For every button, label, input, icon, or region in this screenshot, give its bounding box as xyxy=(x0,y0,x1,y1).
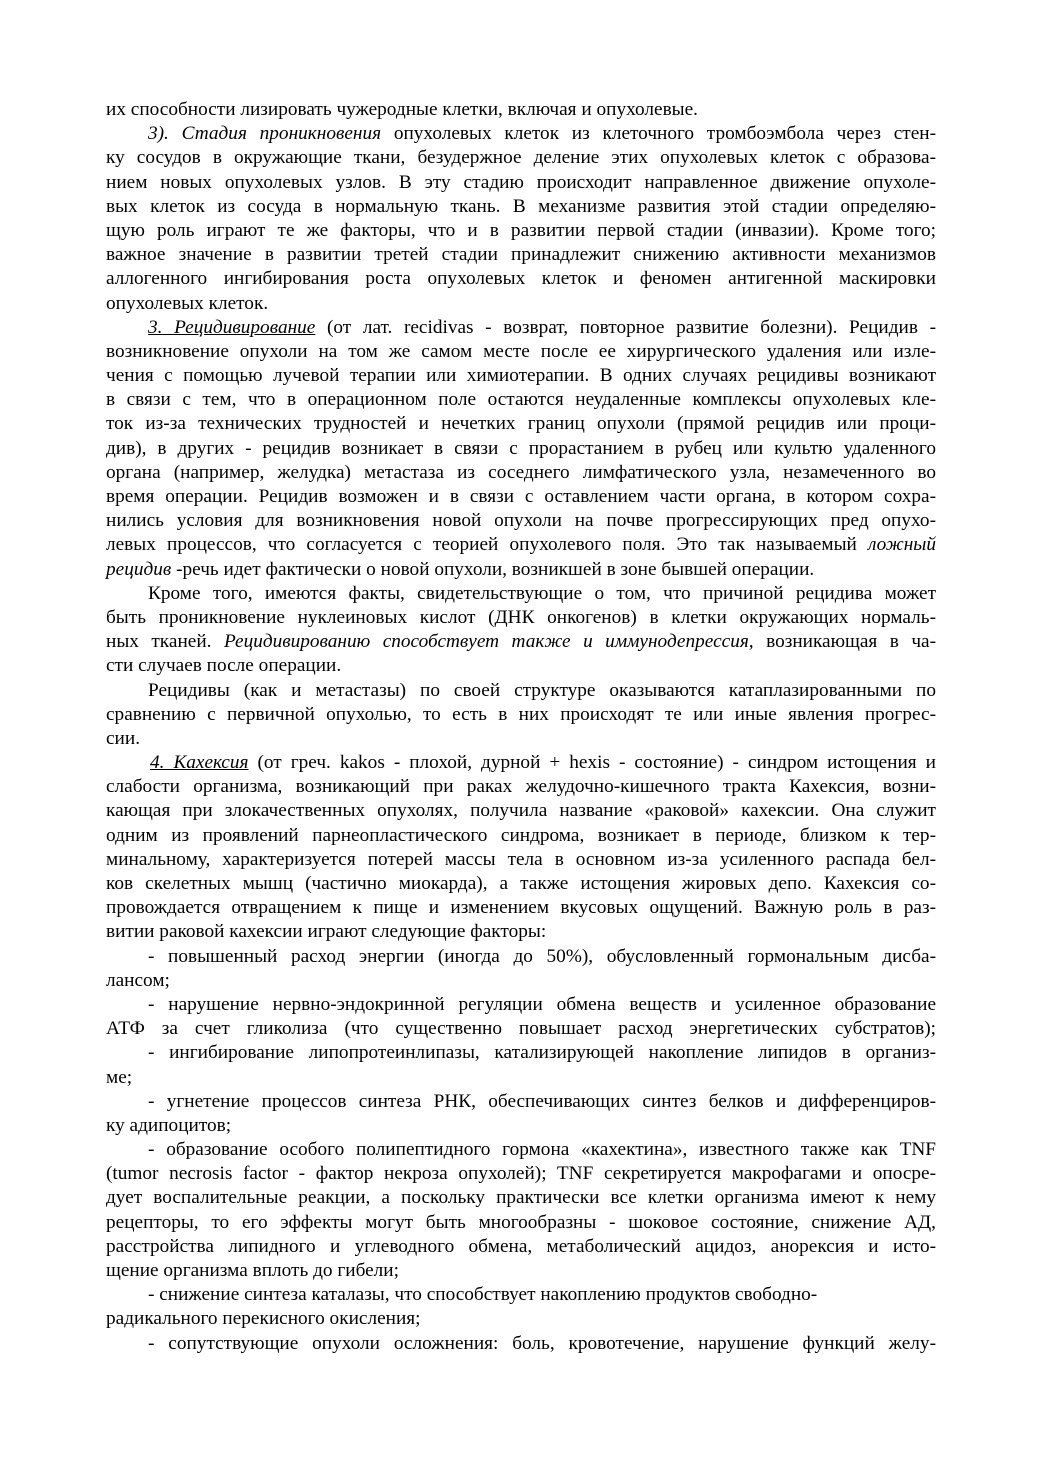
text-line xyxy=(106,1235,936,1259)
text-line xyxy=(106,171,936,195)
text-line xyxy=(106,122,936,146)
text-line xyxy=(106,848,936,872)
text-line xyxy=(106,412,936,436)
text-run: ложный xyxy=(867,534,936,556)
text-run: лансом; xyxy=(106,969,170,991)
text-line xyxy=(106,654,936,678)
text-line xyxy=(106,1211,936,1235)
text-run: сравнению с первичной опухолью, то есть в них происходят те или иные явления прогрес- xyxy=(106,703,936,725)
text-run: их способности лизировать чужеродные клетки, включая и опухолевые. xyxy=(106,99,699,120)
text-line xyxy=(106,292,936,316)
text-line xyxy=(106,461,936,485)
text-line xyxy=(106,751,936,775)
text-line xyxy=(106,1307,936,1331)
text-run: слабости организма, возникающий при раках желудочно-кишечного тракта Кахексия, возни- xyxy=(106,776,936,798)
text-run: сти случаев после операции. xyxy=(106,655,342,677)
text-line xyxy=(106,1066,936,1090)
text-line xyxy=(106,533,936,557)
text-line xyxy=(106,485,936,509)
text-run: время операции. Рецидив возможен и в связи с оставлением части органа, в котором сохра- xyxy=(106,486,936,507)
text-run: 4. Кахексия xyxy=(150,752,249,774)
text-run: - ингибирование липопротеинлипазы, катализирующей накопление липидов в организ- xyxy=(148,1042,936,1064)
text-run: - угнетение процессов синтеза РНК, обеспечивающих синтез белков и дифференциров- xyxy=(148,1090,936,1112)
text-run: ных тканей. xyxy=(106,631,224,653)
text-run: левых процессов, что согласуется с теорией опухолевого поля. Это так называемый xyxy=(106,534,868,556)
text-run: (tumor necrosis factor - фактор некроза опухолей); TNF секретируется макрофагами и опосре- xyxy=(106,1163,936,1185)
text-run: нились условия для возникновения новой опухоли на почве прогрессирующих пред опухо- xyxy=(106,510,936,532)
text-run: радикального перекисного окисления; xyxy=(106,1308,421,1330)
text-run: органа (например, желудка) метастаза из соседнего лимфатического узла, незамеченного во xyxy=(106,461,936,483)
text-run: возникновение опухоли на том же самом месте после ее хирургического удаления или изле- xyxy=(106,340,936,362)
text-run: аллогенного ингибирования роста опухолевых клеток и феномен антигенной маскировки xyxy=(106,268,936,290)
text-line xyxy=(106,219,936,243)
text-run: - образование особого полипептидного гормона «кахектина», известного также как TNF xyxy=(148,1139,936,1161)
text-run: див), в других - рецидив возникает в связи с прорастанием в рубец или культю удаленного xyxy=(106,437,936,459)
text-line xyxy=(106,267,936,291)
text-line xyxy=(106,606,936,630)
text-line xyxy=(106,799,936,823)
text-run: одним из проявлений парнеопластического синдрома, возникает в периоде, близком к тер- xyxy=(106,824,936,846)
text-line xyxy=(106,1090,936,1114)
text-line xyxy=(106,316,936,340)
text-run: щую роль играют те же факторы, что и в развитии первой стадии (инвазии). Кроме того; xyxy=(106,219,936,241)
text-line xyxy=(106,437,936,461)
text-line xyxy=(106,364,936,388)
text-line xyxy=(106,1138,936,1162)
text-run: - сопутствующие опухоли осложнения: боль, кровотечение, нарушение функций желу- xyxy=(148,1332,936,1354)
text-run: возникающая в ча- xyxy=(753,631,936,653)
text-run: - нарушение нервно-эндокринной регуляции обмена веществ и усиленное образование xyxy=(148,993,936,1015)
text-line xyxy=(106,727,936,751)
text-run: вых клеток из сосуда в нормальную ткань. В механизме развития этой стадии определяю- xyxy=(106,195,936,217)
text-line xyxy=(106,703,936,727)
text-line xyxy=(106,558,936,582)
text-run: витии раковой кахексии играют следующие факторы: xyxy=(106,921,547,943)
text-run: кающая при злокачественных опухолях, получила название «раковой» кахексии. Она служит xyxy=(106,800,936,822)
text-run: в связи с тем, что в операционном поле остаются неудаленные комплексы опухолевых кле- xyxy=(106,389,936,411)
text-run: - снижение синтеза каталазы, что способствует накоплению продуктов свободно- xyxy=(148,1284,818,1306)
text-line xyxy=(106,872,936,896)
text-run: ку адипоцитов; xyxy=(106,1114,232,1136)
text-run: (от греч. kakos - плохой, дурной + hexis - состояние) - синдром истощения и xyxy=(248,752,936,774)
text-line xyxy=(106,1017,936,1041)
document-page xyxy=(106,98,936,1356)
text-run: ков скелетных мышц (частично миокарда), а также истощения жировых депо. Кахексия со- xyxy=(106,873,936,894)
text-line xyxy=(106,824,936,848)
text-run: рецепторы, то его эффекты могут быть многообразны - шоковое состояние, снижение АД, xyxy=(106,1211,936,1233)
text-line xyxy=(106,945,936,969)
text-run: рецидив xyxy=(106,558,172,580)
text-run: сии. xyxy=(106,727,141,749)
text-line xyxy=(106,969,936,993)
text-line xyxy=(106,1041,936,1065)
text-run: (от лат. recidivas - возврат, повторное развитие болезни). Рецидив - xyxy=(315,316,936,338)
text-run: -речь идет фактически о новой опухоли, возникшей в зоне бывшей операции. xyxy=(171,558,815,580)
text-run: чения с помощью лучевой терапии или химиотерапии. В одних случаях рецидивы возникают xyxy=(106,365,936,387)
text-run: - повышенный расход энергии (иногда до 50%), обусловленный гормональным дисба- xyxy=(148,945,936,967)
text-run: 3. Рецидивирование xyxy=(148,316,316,338)
text-line xyxy=(106,775,936,799)
text-run: расстройства липидного и углеводного обмена, метаболический ацидоз, анорексия и исто- xyxy=(106,1235,936,1257)
text-line xyxy=(106,1162,936,1186)
text-run: опухолевых клеток из клеточного тромбоэмбола через стен- xyxy=(381,123,936,145)
text-run: щение организма вплоть до гибели; xyxy=(106,1260,399,1281)
text-line xyxy=(106,340,936,364)
text-line xyxy=(106,146,936,170)
text-line xyxy=(106,679,936,703)
text-line xyxy=(106,509,936,533)
text-run: Рецидивированию способствует также и иммунодепрессия, xyxy=(223,631,754,653)
text-line xyxy=(106,1186,936,1210)
text-run: провождается отвращением к пище и изменением вкусовых ощущений. Важную роль в раз- xyxy=(106,897,936,919)
text-run: АТФ за счет гликолиза (что существенно повышает расход энергетических субстратов); xyxy=(106,1018,936,1040)
text-run: ме; xyxy=(106,1066,133,1088)
text-line xyxy=(106,1332,936,1356)
text-line xyxy=(106,920,936,944)
text-line xyxy=(106,630,936,654)
text-run: дует воспалительные реакции, а поскольку практически все клетки организма имеют к нему xyxy=(106,1187,936,1209)
text-run: опухолевых клеток. xyxy=(106,292,269,314)
text-run: ку сосудов в окружающие ткани, безудержное деление этих опухолевых клеток с образова- xyxy=(106,147,936,169)
text-run: нием новых опухолевых узлов. В эту стадию происходит направленное движение опухоле- xyxy=(106,171,936,193)
text-line xyxy=(106,993,936,1017)
text-run: минальному, характеризуется потерей массы тела в основном из-за усиленного распада бел- xyxy=(106,848,936,870)
text-line xyxy=(106,195,936,219)
text-line xyxy=(106,582,936,606)
text-line xyxy=(106,1259,936,1283)
text-run: 3). Стадия проникновения xyxy=(148,123,382,145)
text-run: Рецидивы (как и метастазы) по своей структуре оказываются катаплазированными по xyxy=(148,679,936,701)
text-line xyxy=(106,1114,936,1138)
text-line xyxy=(106,243,936,267)
text-run: важное значение в развитии третей стадии принадлежит снижению активности механизмов xyxy=(106,244,936,266)
text-run: Кроме того, имеются факты, свидетельствующие о том, что причиной рецидива может xyxy=(148,582,936,604)
text-line xyxy=(106,1283,936,1307)
text-line xyxy=(106,388,936,412)
text-line xyxy=(106,98,936,122)
text-run: ток из-за технических трудностей и нечетких границ опухоли (прямой рецидив или проци- xyxy=(106,413,936,435)
text-line xyxy=(106,896,936,920)
text-run: быть проникновение нуклеиновых кислот (ДНК онкогенов) в клетки окружающих нормаль- xyxy=(106,606,936,628)
